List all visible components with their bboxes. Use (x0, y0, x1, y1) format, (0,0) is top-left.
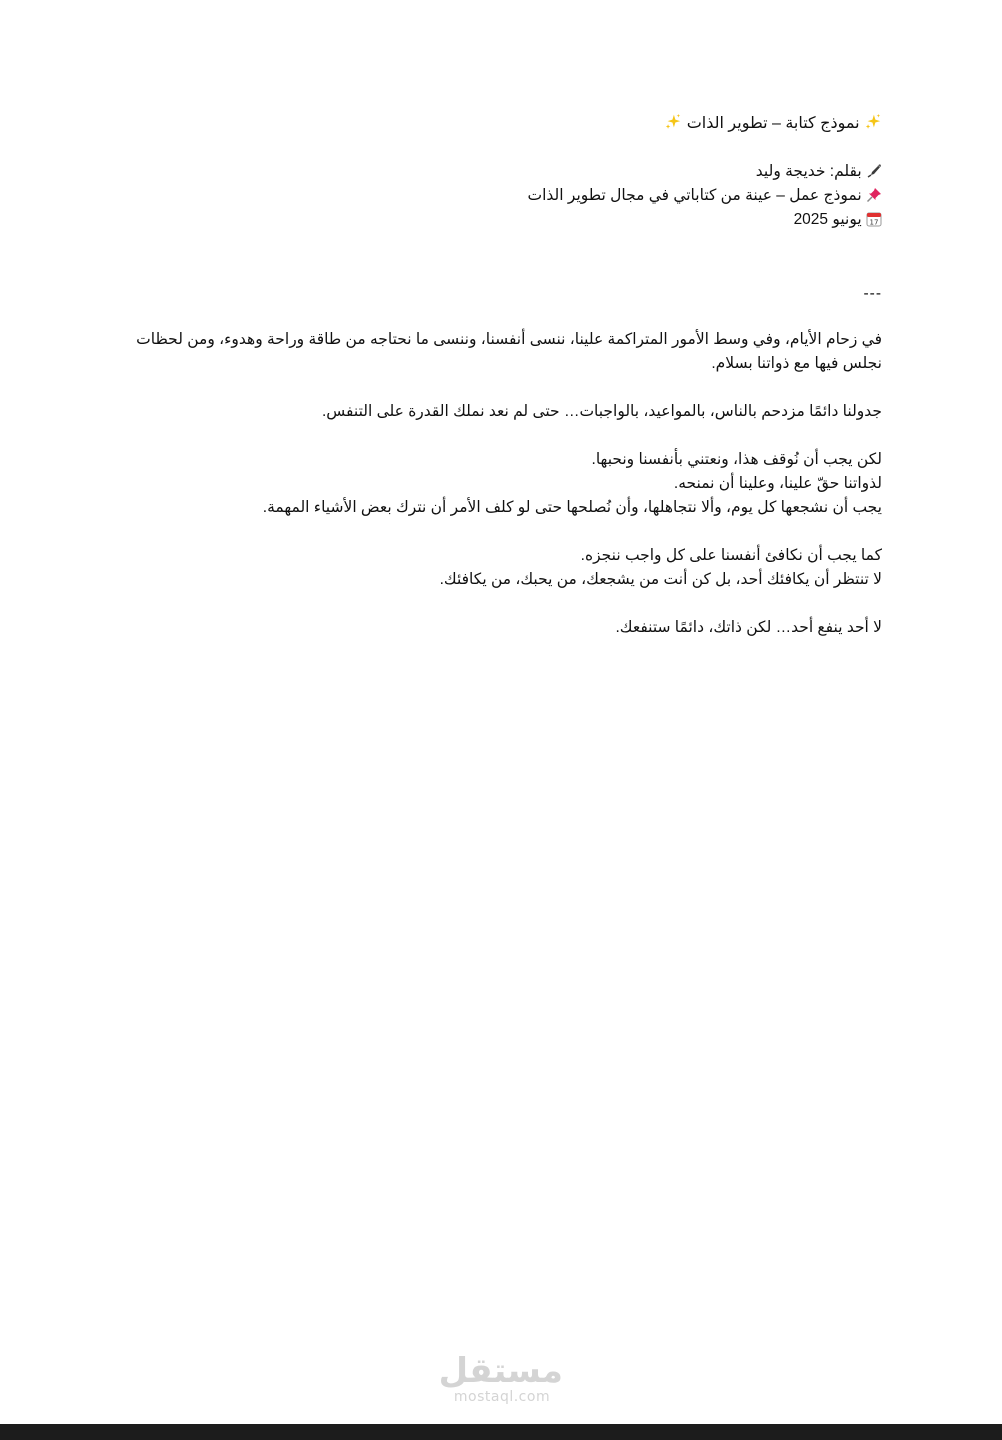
document-title-line (136, 112, 882, 136)
pushpin-icon (866, 187, 882, 203)
paragraph-4 (136, 544, 882, 592)
closing-line: لا أحد ينفع أحد… لكن ذاتك، دائمًا ستنفعك. (615, 619, 882, 636)
document-body (136, 112, 882, 664)
paragraph-2: جدولنا دائمًا مزدحم بالناس، بالمواعيد، بالواجبات… حتى لم نعد نملك القدرة على التنفس. (321, 403, 882, 420)
mostaql-watermark (438, 1351, 563, 1405)
separator: --- (863, 285, 882, 302)
calendar-icon (866, 211, 882, 227)
paragraph-1: في زحام الأيام، وفي وسط الأمور المتراكمة علينا، ننسى أنفسنا، وننسى ما نحتاجه من طاقة وراحة وهدوء، ومن لحظات نجلس فيها مع ذواتنا بسلام. (136, 331, 882, 372)
svg-text:17: 17 (869, 218, 879, 227)
sparkles-icon (664, 113, 682, 131)
fountain-pen-icon (866, 162, 882, 178)
sample-note-text: نموذج عمل – عينة من كتاباتي في مجال تطوير الذات (527, 187, 862, 204)
sample-line (136, 184, 882, 208)
author-text: بقلم: خديجة وليد (755, 163, 862, 180)
bottom-bar (0, 1424, 1002, 1440)
paragraph-line: لكن يجب أن نُوقف هذا، ونعتني بأنفسنا ونحبها. (591, 451, 882, 468)
watermark-arabic: مستقل (438, 1351, 563, 1391)
paragraph-line: يجب أن نشجعها كل يوم، وألا نتجاهلها، وأن نُصلحها حتى لو كلف الأمر أن نترك بعض الأشياء المهمة. (262, 499, 882, 516)
paragraph-line: لا تنتظر أن يكافئك أحد، بل كن أنت من يشجعك، من يحبك، من يكافئك. (439, 571, 882, 588)
document-meta (136, 160, 882, 232)
document-title: نموذج كتابة – تطوير الذات (686, 115, 860, 132)
paragraph-line: كما يجب أن نكافئ أنفسنا على كل واجب ننجزه. (580, 547, 882, 564)
author-line (136, 160, 882, 184)
paragraph-line: لذواتنا حقّ علينا، وعلينا أن نمنحه. (673, 475, 882, 492)
paragraph-3 (136, 448, 882, 520)
sparkles-icon (864, 113, 882, 131)
watermark-latin: mostaql.com (453, 1389, 551, 1405)
date-line (136, 208, 882, 232)
date-text: يونيو 2025 (793, 211, 862, 228)
